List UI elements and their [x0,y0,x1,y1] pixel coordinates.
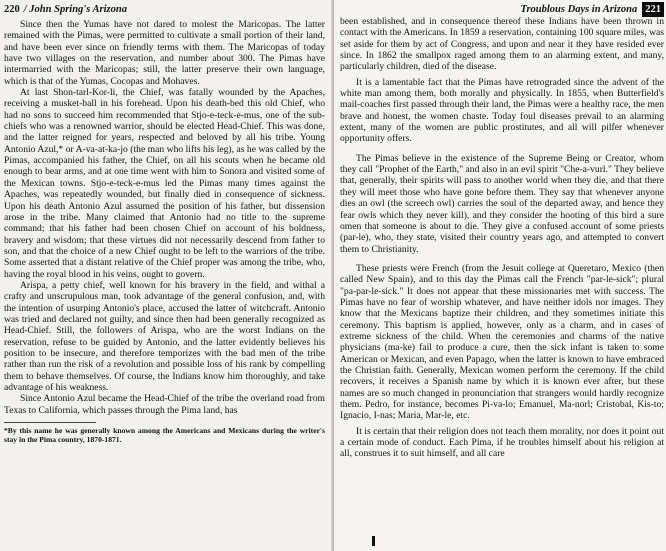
right-page [334,0,666,551]
scan-mark [372,536,375,546]
footnote-rule [4,422,96,423]
right-running-head [340,3,664,16]
footnote: *By this name he was generally known among the Americans and Mexicans during the writer's stay in the Pima country, 1870-1871. [4,426,325,445]
left-running-head: 220 / John Spring's Arizona [4,4,127,15]
right-paragraph-1: been established, and in consequence thereof these Indians have been thrown in contact with the Americans. In 1859 a reservation, containing 100 square miles, was set aside for them by act of Congress, and upon and near it they have resided ever since. In 1862 the smallpox raged among them to an alarming extent, and many, particularly children, died of the disease. [340,16,664,73]
right-paragraph-5: It is certain that their religion does not teach them morality, nor does it point out a certain mode of conduct. Each Pima, if he troubles himself about his religion at all, construes it to suit himself, and all care [340,425,664,460]
right-paragraph-4: These priests were French (from the Jesuit college at Queretaro, Mexico (then called New Spain), and to this day the Pimas call the French "par-le-sick"; plural "pa-par-le-sick." It does not appear that these missionaries met with success. The Pimas have no fear of worship whatever, and have neither idols nor images. They know that the Mexicans baptize their children, and they sometimes initiate this ceremony. This baptism is applied, however, only as a charm, and in cases of extreme sickness of the child. When the ceremonies and charms of the native physicians (ma-ke) fail to produce a cure, then the sick infant is taken to some American or Mexican, and even Papago, when the latter is known to have embraced the Christian faith. Generally, Mexican women perform the ceremony. If the child recovers, it receives a Spanish name by which it is known ever after, but these names are so much changed in pronunciation that strangers would hardly recognize them. Pedro, for instance, becomes Pi-va-lo; Emanuel, Ma-norl; Cristobal, Kis-to; Ignacio, I-nas; Maria, Mar-le, etc. [340,262,664,422]
left-page-number: 220 [4,4,20,15]
left-book-title: John Spring's Arizona [29,4,127,15]
left-paragraph-3: Arispa, a petty chief, well known for his bravery in the field, and withal a crafty and unscrupulous man, took advantage of the general confusion, and, with the intention of usurping Antonio's place, accused the latter of witchcraft. Antonio was tried and declared not guilty, and since then had been generally recognized as Head-Chief. Still, the followers of Arispa, who are the worst Indians on the reservation, refuse to be guided by Antonio, and the latter evidently believes his position to be insecure, and therefore temporizes with the bad men of the tribe rather than run the risk of a revolution and possible loss of his rank by compelling them to behave themselves. Of course, the Indians know him thoroughly, and take advantage of his weakness. [4,279,325,393]
left-paragraph-1: Since then the Yumas have not dared to molest the Maricopas. The latter remained with the Pimas, were permitted to cultivate a small portion of their land, and have been ever since on friendly terms with them. The Maricopas of today have two villages on the reservation, and number about 300. The Pimas have intermarried with the Maricopas; still, the latter preserve their own language, which is that of the Yumas, Cocopas and Mohaves. [4,19,325,87]
left-paragraph-2: At last Shon-tarl-Kor-li, the Chief, was fatally wounded by the Apaches, receiving a musket-ball in his forehead. Upon his death-bed this old Chief, who had no sons to succeed him recommended that Stjo-e-teck-e-mus, one of the sub-chiefs who was a renowned warrior, should be elected Head-Chief. This was done, and the latter reigned for years, respected and beloved by all his tribe. Young Antonio Azul,* or A-va-at-ka-jo (the man who lifts his leg), as he was called by the Pimas, accompanied his father, the Chief, on all his scouts when he became old enough to bear arms, and at one time went with him to Sonora and visited some of the Mexican towns. Stjo-e-teck-e-mus led the Pimas many times against the Apaches, was repeatedly wounded, but finally died in consequence of sickness. Upon his death Antonio Azul assumed the position of his father, but dissension arose in the tribe. Many claimed that Antonio had no title to the supreme command; that his father had been chosen Chief on account of his boldness, bravery and wisdom; that these virtues did not necessarily descend from father to son, and that the choice of a new Chief ought to be left to the warriors of the tribe. Some asserted that a distant relative of the Chief proper was among the tribe, who, having the royal blood in his veins, ought to govern. [4,87,325,280]
left-paragraph-4: Since Antonio Azul became the Head-Chief of the tribe the overland road from Texas to California, which passes through the Pima land, has [4,393,325,416]
right-page-number: 221 [642,2,664,17]
right-paragraph-2: It is a lamentable fact that the Pimas have retrograded since the advent of the white man among them, both morally and physically. In 1855, when Butterfield's mail-coaches first passed through their land, the Pimas were a healthy race, the men brave and honest, the women chaste. Today foul diseases prevail to an alarming extent, many of the women are public prostitutes, and all will pilfer whenever opportunity offers. [340,76,664,145]
right-chapter-title: Troublous Days in Arizona [520,4,638,15]
right-paragraph-3: The Pimas believe in the existence of the Supreme Being or Creator, whom they call "Prophet of the Earth," and also in an evil spirit "Che-a-vurl." They believe that, generally, their spirits will pass to another world when they die, and that there they will meet those who have gone before them. They say that whenever anyone dies an owl (the screech owl) carries the soul of the departed away, and hence they fear owls which they never kill), and they consider the hooting of this bird a sure omen that someone is about to die. They give a confused account of some priests (par-le), who, they state, visited their country years ago, and attempted to convert them to Christianity. [340,152,664,255]
